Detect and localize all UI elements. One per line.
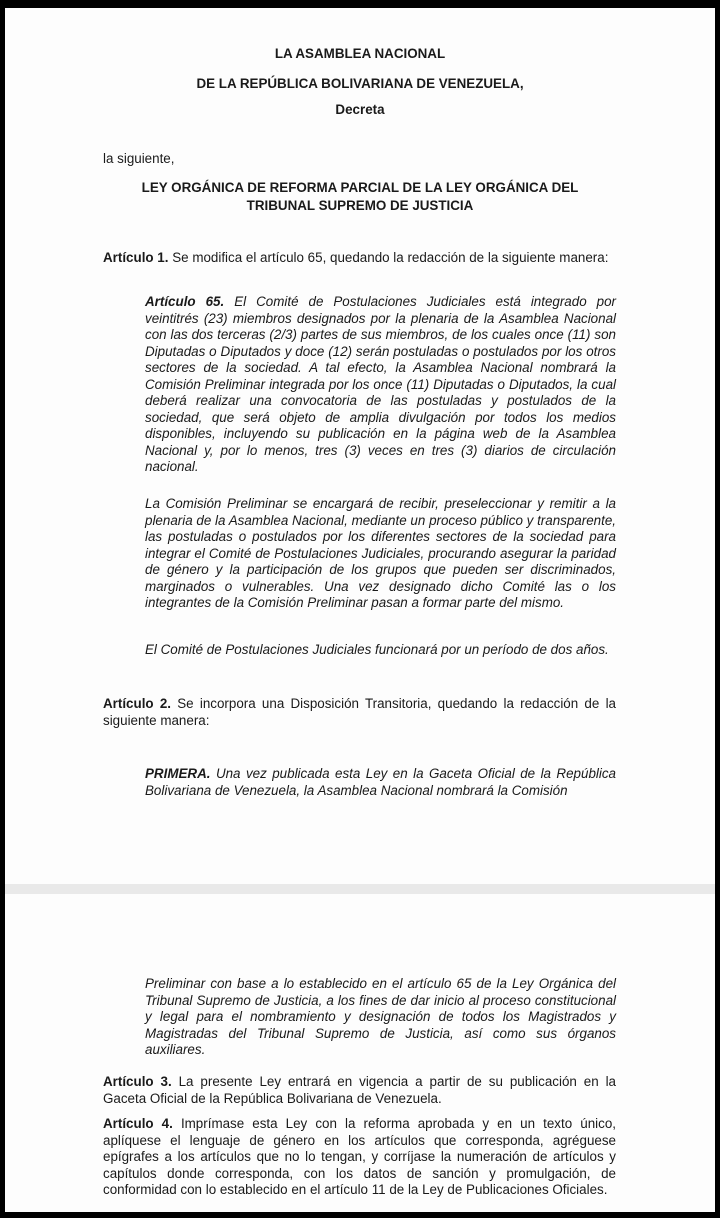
article-4: [103, 1116, 616, 1199]
primera-continuation: Preliminar con base a lo establecido en el artículo 65 de la Ley Orgánica del Tribunal Supremo de Justicia, a los fines de dar inicio al proceso constitucional y legal para el nombramiento y designación de todos los Magistrados y Magistradas del Tribunal Supremo de Justicia, así como sus órganos auxiliares.: [145, 976, 616, 1057]
law-title-line2: TRIBUNAL SUPREMO DE JUSTICIA: [246, 198, 474, 213]
article-4-label: Artículo 4.: [103, 1116, 173, 1131]
article-1-text: Se modifica el artículo 65, quedando la redacción de la siguiente manera:: [172, 250, 609, 265]
law-title-line1: LEY ORGÁNICA DE REFORMA PARCIAL DE LA LEY ORGÁNICA DEL: [141, 180, 579, 195]
article-2-label: Artículo 2.: [103, 696, 171, 711]
article-65-p1: [145, 294, 616, 476]
article-1: [103, 250, 616, 267]
article-2: [103, 696, 616, 729]
article-3-text: La presente Ley entrará en vigencia a partir de su publicación en la Gaceta Oficial de la República Bolivariana de Venezuela.: [103, 1074, 616, 1106]
disposicion-primera: [145, 766, 616, 799]
document-page-1: [5, 8, 715, 884]
article-4-text: Imprímase esta Ley con la reforma aprobada y en un texto único, aplíquese el lenguaje de género en los artículos que corresponda, agréguese epígrafes a los artículos que no lo tengan, y corríjase la numeración de artículos y capítulos donde corresponda, con los datos de sanción y promulgación, de conformidad con lo establecido en el artículo 11 de la Ley de Publicaciones Oficiales.: [103, 1116, 616, 1197]
primera-text: Una vez publicada esta Ley en la Gaceta Oficial de la República Bolivariana de Venezuela, la Asamblea Nacional nombrará la Comisión: [145, 766, 616, 798]
intro-text: la siguiente,: [103, 151, 175, 166]
primera-label: PRIMERA.: [145, 766, 211, 781]
page-separator: [5, 884, 715, 894]
article-3: [103, 1074, 616, 1107]
article-3-label: Artículo 3.: [103, 1074, 172, 1089]
article-65-p1-text: El Comité de Postulaciones Judiciales está integrado por veintitrés (23) miembros designados por la plenaria de la Asamblea Nacional con las dos terceras (2/3) partes de sus miembros, de los cuales once (11) son Diputadas o Diputados y doce (12) serán postuladas o postulados por los otros sectores de la sociedad. A tal efecto, la Asamblea Nacional nombrará la Comisión Preliminar integrada por los once (11) Diputadas o Diputados, la cual deberá realizar una convocatoria de las postuladas y postulados de la sociedad, que será objeto de amplia divulgación por todos los medios disponibles, incluyendo su publicación en la página web de la Asamblea Nacional y, por lo menos, tres (3) veces en tres (3) diarios de circulación nacional.: [145, 294, 616, 474]
heading-republic: DE LA REPÚBLICA BOLIVARIANA DE VENEZUELA,: [196, 76, 524, 91]
heading-assembly: LA ASAMBLEA NACIONAL: [274, 46, 446, 61]
article-2-text: Se incorpora una Disposición Transitoria, quedando la redacción de la siguiente manera:: [103, 696, 616, 728]
article-65-p3: El Comité de Postulaciones Judiciales funcionará por un período de dos años.: [145, 642, 609, 657]
heading-decreta: Decreta: [335, 102, 385, 117]
document-page-2: [5, 894, 715, 1212]
article-65-label: Artículo 65.: [145, 294, 225, 309]
article-1-label: Artículo 1.: [103, 250, 169, 265]
article-65-p2: La Comisión Preliminar se encargará de recibir, preseleccionar y remitir a la plenaria de la Asamblea Nacional, mediante un proceso público y transparente, las postuladas o postulados por los diferentes sectores de la sociedad para integrar el Comité de Postulaciones Judiciales, procurando asegurar la paridad de género y la participación de los grupos que pueden ser discriminados, marginados o vulnerables. Una vez designado dicho Comité las o los integrantes de la Comisión Preliminar pasan a formar parte del mismo.: [145, 496, 616, 610]
